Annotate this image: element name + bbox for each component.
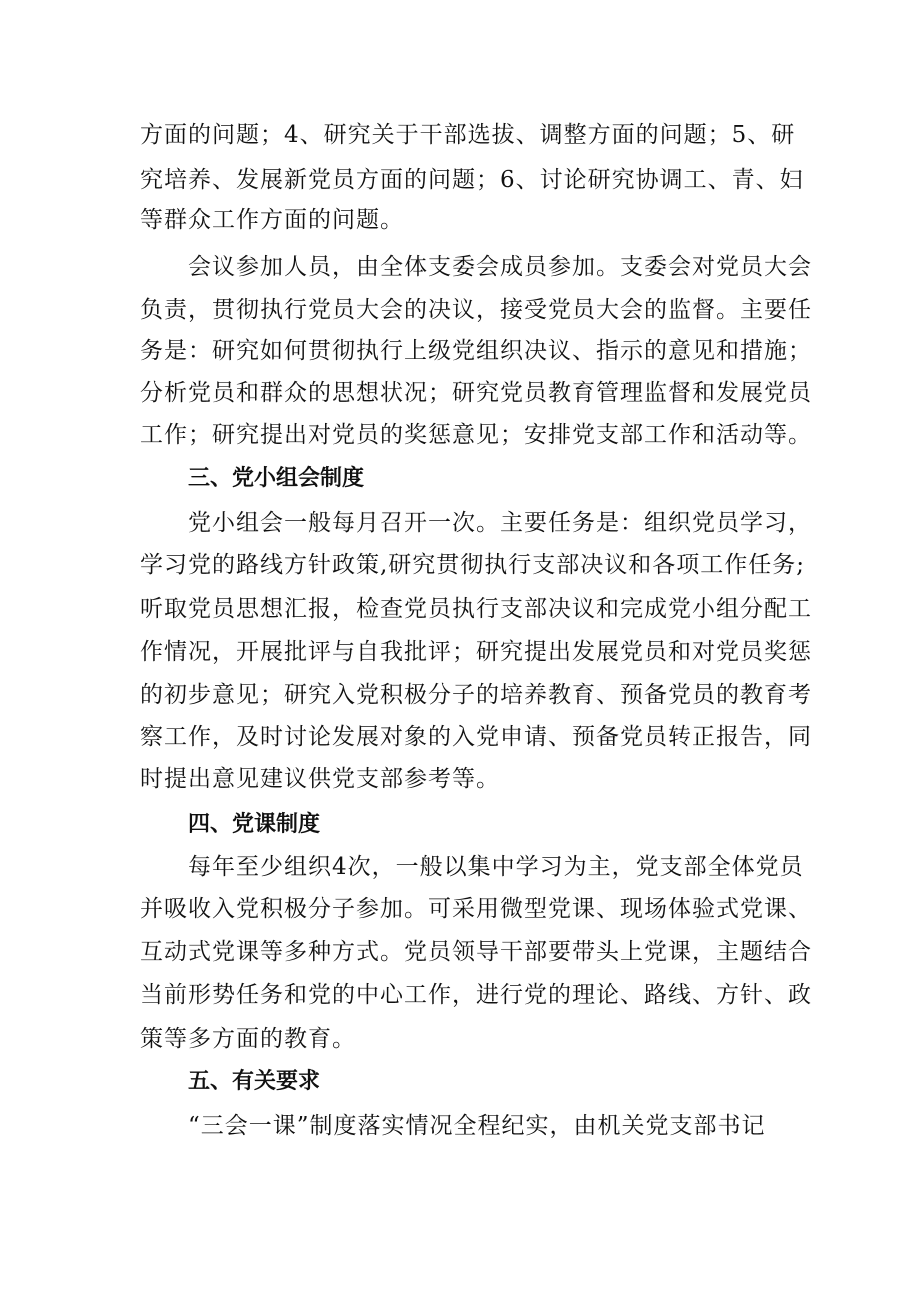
text-line: 察工作，及时讨论发展对象的入党申请、预备党员转正报告，同: [140, 724, 812, 750]
text-line: 务是：研究如何贯彻执行上级党组织决议、指示的意见和措施；: [140, 338, 812, 364]
section-heading: 五、有关要求: [188, 1069, 321, 1094]
text-line: 分析党员和群众的思想状况；研究党员教育管理监督和发展党员: [140, 380, 812, 406]
text-line: 策等多方面的教育。: [140, 1026, 356, 1052]
text-line: 作情况，开展批评与自我批评；研究提出发展党员和对党员奖惩: [140, 639, 812, 665]
text-line: 负责，贯彻执行党员大会的决议，接受党员大会的监督。主要任: [140, 297, 812, 323]
text-line: 等群众工作方面的问题。: [140, 207, 404, 233]
text-line: 会议参加人员，由全体支委会成员参加。支委会对党员大会: [188, 254, 812, 280]
text-line: 究培养、发展新党员方面的问题；6、讨论研究协调工、青、妇: [140, 167, 804, 193]
text-line: 的初步意见；研究入党积极分子的培养教育、预备党员的教育考: [140, 682, 812, 708]
text-line: “三会一课”制度落实情况全程纪实，由机关党支部书记: [188, 1113, 766, 1139]
text-line: 当前形势任务和党的中心工作，进行党的理论、路线、方针、政: [140, 982, 812, 1008]
section-heading: 三、党小组会制度: [188, 466, 365, 491]
text-line: 每年至少组织4次，一般以集中学习为主，党支部全体党员: [188, 854, 804, 880]
text-line: 学习党的路线方针政策,研究贯彻执行支部决议和各项工作任务;: [140, 552, 806, 578]
text-line: 党小组会一般每月召开一次。主要任务是：组织党员学习，: [188, 510, 812, 536]
section-heading: 四、党课制度: [188, 812, 321, 837]
text-line: 时提出意见建议供党支部参考等。: [140, 766, 500, 792]
text-line: 并吸收入党积极分子参加。可采用微型党课、现场体验式党课、: [140, 896, 812, 922]
text-line: 听取党员思想汇报，检查党员执行支部决议和完成党小组分配工: [140, 596, 812, 622]
text-line: 方面的问题；4、研究关于干部选拔、调整方面的问题；5、研: [140, 122, 796, 148]
text-line: 互动式党课等多种方式。党员领导干部要带头上党课，主题结合: [140, 939, 812, 965]
text-line: 工作；研究提出对党员的奖惩意见；安排党支部工作和活动等。: [140, 422, 812, 448]
